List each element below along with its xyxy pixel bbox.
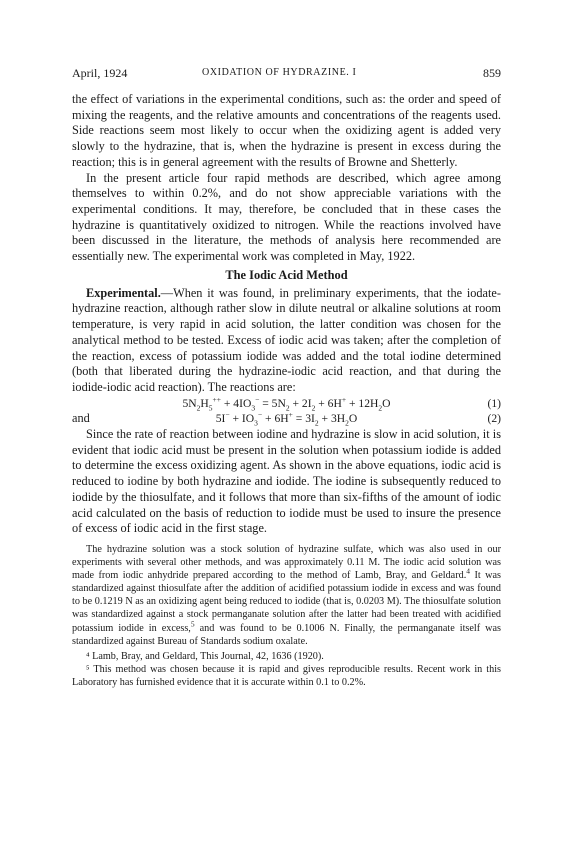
equation-1-expression: $5N_2H_5^{++} + 4IO_3^- = 5N_2 + 2I_2 + 6H^+ + 12H_2O$: [182, 394, 391, 412]
paragraph-rate: Since the rate of reaction between iodine and hydrazine is slow in acid solution, it is evident that iodic acid must be present in the solution when potassium iodide is added to determine the excess oxidizing agent. As shown in the above equations, iodic acid is reduced to iodine by both hydrazine and iodide. The iodine is subsequently reduced to iodide by the thiosulfate, and it follows that more than six-fifths of the amount of iodic acid calculated on the basis of reduction to iodide must be used to insure the presence of excess of iodic acid in the first stage.: [72, 427, 501, 536]
footnote-5: ⁵ This method was chosen because it is rapid and gives reproducible results. Recent work in this Laboratory has furnished evidence that it is accurate within 0.1 to 0.2%.: [72, 663, 501, 688]
footnotes: [72, 650, 501, 689]
paragraph-present-article: In the present article four rapid methods are described, which agree among themselves to within 0.2%, and do not show appreciable variations with the experimental conditions. It may, therefore, be concluded that in these cases the hydrazine is quantitatively oxidized to nitrogen. While the reactions involved have been discussed in the literature, the methods of analysis here recommended are essentially new. The experimental work was completed in May, 1922.: [72, 170, 501, 264]
equation-2-number: (2): [487, 412, 501, 426]
footnote-ref-4: 4: [466, 566, 470, 576]
footnote-ref-5: 5: [190, 619, 195, 629]
paragraph-experimental-text: —When it was found, in preliminary experiments, that the iodate-hydrazine reaction, although rather slow in dilute neutral or alkaline solutions at room temperature, is very rapid in acid solution, the latter condition was chosen for the analytical method to be tested. Excess of iodic acid was taken; after the completion of the reaction, excess of potassium iodide was added and the total iodine determined (both that liberated during the hydrazine-iodic acid reaction, and that during the iodide-iodic acid reaction). The reactions are:: [72, 285, 501, 394]
small-print-block: [72, 543, 501, 648]
equation-2-expression: $5I^- + IO_3^- + 6H^+ = 3I_2 + 3H_2O$: [215, 410, 358, 428]
header-date: April, 1924: [72, 66, 128, 80]
section-title: The Iodic Acid Method: [225, 267, 348, 282]
page-number: 859: [483, 66, 501, 80]
small-text-part-3: and was found to be 0.1006 N. Finally, the permanganate itself was standardized against Bureau of Standards sodium oxalate.: [72, 622, 501, 647]
article-body: [72, 92, 501, 689]
equation-1: [72, 396, 501, 412]
paragraph-solutions: [72, 543, 501, 648]
small-text-part-2: It was standardized against thiosulfate after the addition of acidified potassium iodide in excess and was found to be 0.1219 N as an oxidizing agent being reduced to iodide (that is, 0.0203 M). The thiosulfate solution was standardized against a stock permanganate solution after the latter had been treated with acidified potassium iodide in excess,: [72, 570, 501, 634]
equation-2: [72, 411, 501, 427]
page-header: [72, 66, 501, 82]
paragraph-continuation: the effect of variations in the experimental conditions, such as: the order and speed of mixing the reagents, and the relative amounts and concentrations of the reagents used. Side reactions seem most likely to occur when the oxidizing agent is added very slowly to the hydrazine, that is, when the hydrazine is present in excess during the reaction; this is in general agreement with the results of Browne and Shetterly.: [72, 92, 501, 169]
paragraph-lead: Experimental.: [86, 285, 161, 300]
equation-2-prefix: and: [72, 411, 90, 426]
small-text-part-1: The hydrazine solution was a stock solution of hydrazine sulfate, which was also used in our experiments with several other methods, and was approximately 0.11 M. The iodic acid solution was made from iodic anhydride prepared according to the method of Lamb, Bray, and Geldard.: [72, 543, 501, 582]
paragraph-experimental: [72, 286, 501, 396]
footnote-4: ⁴ Lamb, Bray, and Geldard, This Journal, 42, 1636 (1920).: [86, 650, 324, 662]
equation-1-number: (1): [487, 396, 501, 410]
running-title: OXIDATION OF HYDRAZINE. I: [202, 67, 357, 78]
